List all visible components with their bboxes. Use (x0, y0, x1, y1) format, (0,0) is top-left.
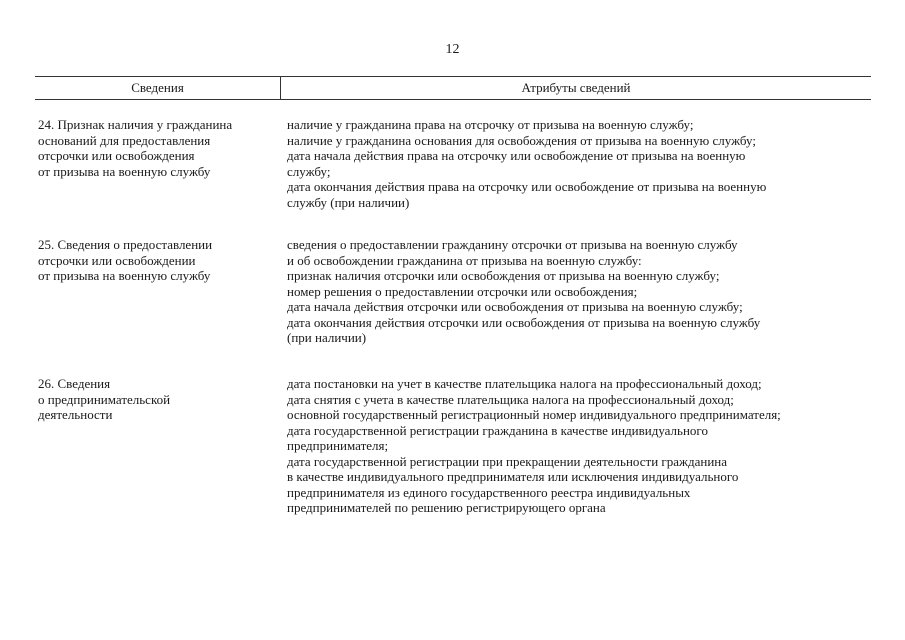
cell-line: (при наличии) (287, 330, 367, 345)
cell-line: дата начала действия отсрочки или освобождения от призыва на военную службу; (287, 299, 743, 314)
cell-line: отсрочки или освобождении (38, 252, 196, 268)
table-header-rule (35, 99, 871, 100)
cell-line: 25. Сведения о предоставлении (38, 237, 213, 252)
cell-line: дата постановки на учет в качестве плательщика налога на профессиональный доход; (287, 376, 762, 391)
cell-line: наличие у гражданина права на отсрочку от призыва на военную службу; (287, 117, 694, 132)
table-row-24-label (38, 117, 232, 179)
table-top-rule (35, 76, 871, 77)
cell-line: от призыва на военную службу (38, 163, 211, 179)
cell-line: сведения о предоставлении гражданину отсрочки от призыва на военную службу (287, 237, 738, 252)
cell-line: 24. Признак наличия у гражданина (38, 117, 233, 132)
column-header-attributes: Атрибуты сведений (521, 80, 631, 95)
cell-line: основной государственный регистрационный номер индивидуального предпринимателя; (287, 407, 781, 422)
cell-line: предпринимателя; (287, 438, 389, 453)
cell-line: номер решения о предоставлении отсрочки или освобождения; (287, 283, 638, 299)
cell-line: дата государственной регистрации при прекращении деятельности гражданина (287, 453, 728, 469)
cell-line: отсрочки или освобождения (38, 148, 195, 163)
cell-line: в качестве индивидуального предпринимателя или исключения индивидуального (287, 469, 739, 484)
table-row-25-attributes (287, 237, 760, 346)
table-row-25-label (38, 237, 212, 284)
cell-line: оснований для предоставления (38, 132, 211, 148)
cell-line: и об освобождении гражданина от призыва на военную службу: (287, 252, 642, 268)
page-number: 12 (445, 42, 460, 57)
table-row-26-attributes (287, 376, 781, 516)
cell-line: деятельности (38, 407, 113, 422)
cell-line: дата государственной регистрации гражданина в качестве индивидуального (287, 422, 708, 438)
table-row-24-attributes (287, 117, 766, 210)
cell-line: дата окончания действия отсрочки или освобождения от призыва на военную службу (287, 314, 761, 330)
cell-line: предпринимателей по решению регистрирующего органа (287, 500, 606, 515)
table-row-26-label (38, 376, 170, 423)
cell-line: о предпринимательской (38, 391, 171, 407)
cell-line: от призыва на военную службу (38, 268, 211, 283)
cell-line: службу; (287, 163, 331, 179)
cell-line: службу (при наличии) (287, 194, 410, 210)
cell-line: предпринимателя из единого государственного реестра индивидуальных (287, 484, 691, 500)
cell-line: наличие у гражданина основания для освобождения от призыва на военную службу; (287, 132, 756, 148)
cell-line: 26. Сведения (38, 376, 111, 391)
cell-line: дата окончания действия права на отсрочку или освобождение от призыва на военную (287, 179, 767, 194)
column-header-info: Сведения (131, 80, 184, 95)
cell-line: дата начала действия права на отсрочку или освобождение от призыва на военную (287, 148, 746, 163)
cell-line: дата снятия с учета в качестве плательщика налога на профессиональный доход; (287, 391, 734, 407)
cell-line: признак наличия отсрочки или освобождения от призыва на военную службу; (287, 268, 720, 283)
